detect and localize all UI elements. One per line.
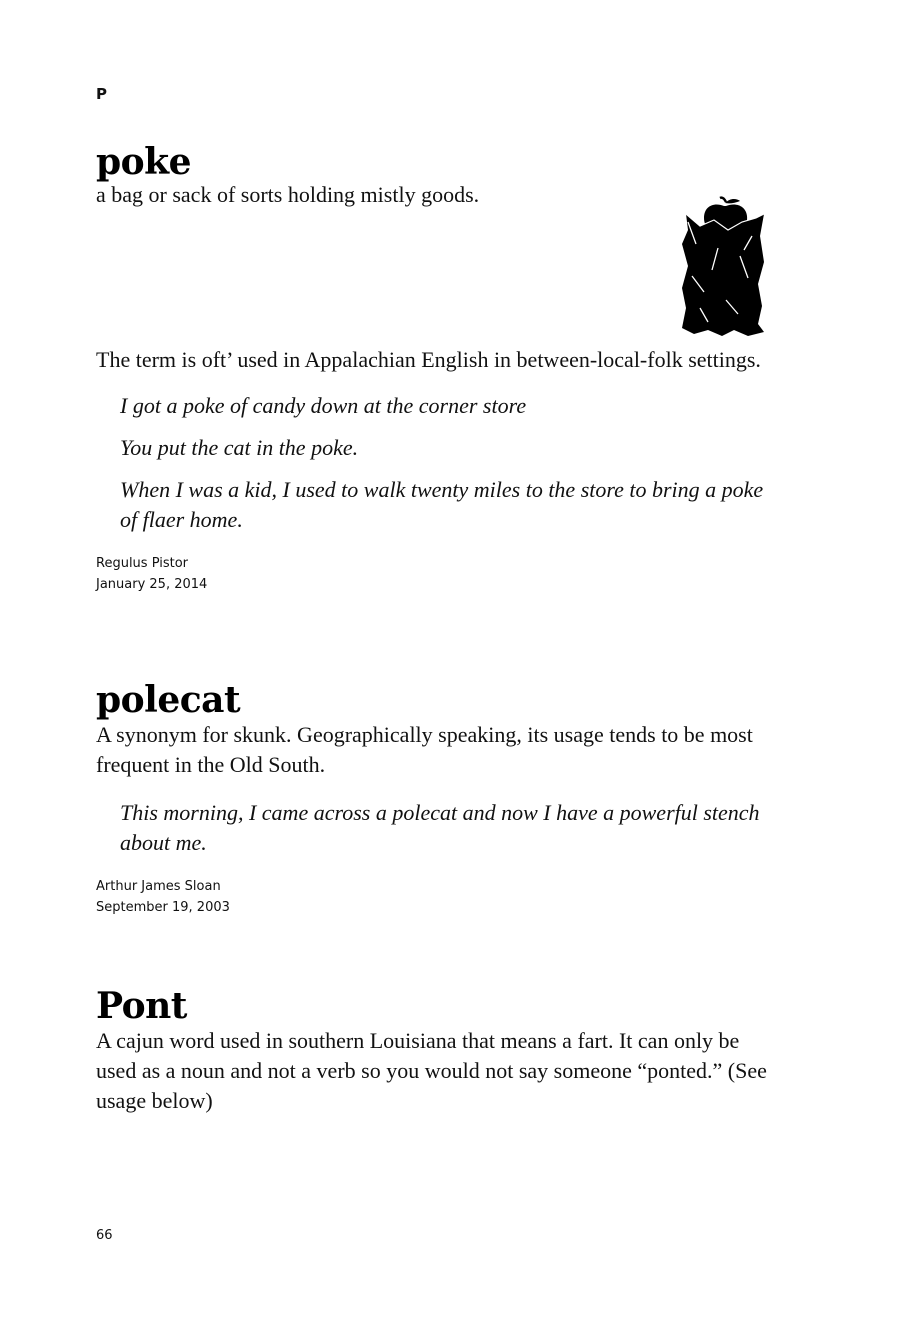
date: September 19, 2003 [96,900,230,915]
byline [96,876,776,918]
definition: A cajun word used in southern Louisiana that means a fart. It can only be used as a noun and not a verb so you would not say someone “ponted.” (See usage below) [96,1028,767,1113]
entry-polecat [96,678,776,918]
author: Arthur James Sloan [96,879,221,894]
definition: a bag or sack of sorts holding mistly goods. [96,182,480,207]
section-letter: P [96,85,107,103]
headword: polecat [96,679,241,721]
entry-poke-details [96,345,776,595]
entry-poke [96,140,776,210]
dictionary-page [96,0,776,1331]
usage-example: This morning, I came across a polecat and now I have a powerful stench about me. [120,800,760,855]
page-number: 66 [96,1228,113,1243]
usage-example: When I was a kid, I used to walk twenty miles to the store to bring a poke of flaer home. [120,477,764,532]
definition: A synonym for skunk. Geographically speaking, its usage tends to be most frequent in the Old South. [96,722,753,777]
author: Regulus Pistor [96,556,189,571]
date: January 25, 2014 [96,577,208,592]
usage-example: You put the cat in the poke. [120,435,359,460]
paper-bag-with-apple-icon [678,196,770,338]
byline [96,553,776,595]
usage-example: I got a poke of candy down at the corner store [120,393,527,418]
headword: Pont [96,985,187,1027]
usage-note: The term is oft’ used in Appalachian English in between-local-folk settings. [96,347,761,372]
entry-pont [96,984,776,1116]
headword: poke [96,141,192,183]
